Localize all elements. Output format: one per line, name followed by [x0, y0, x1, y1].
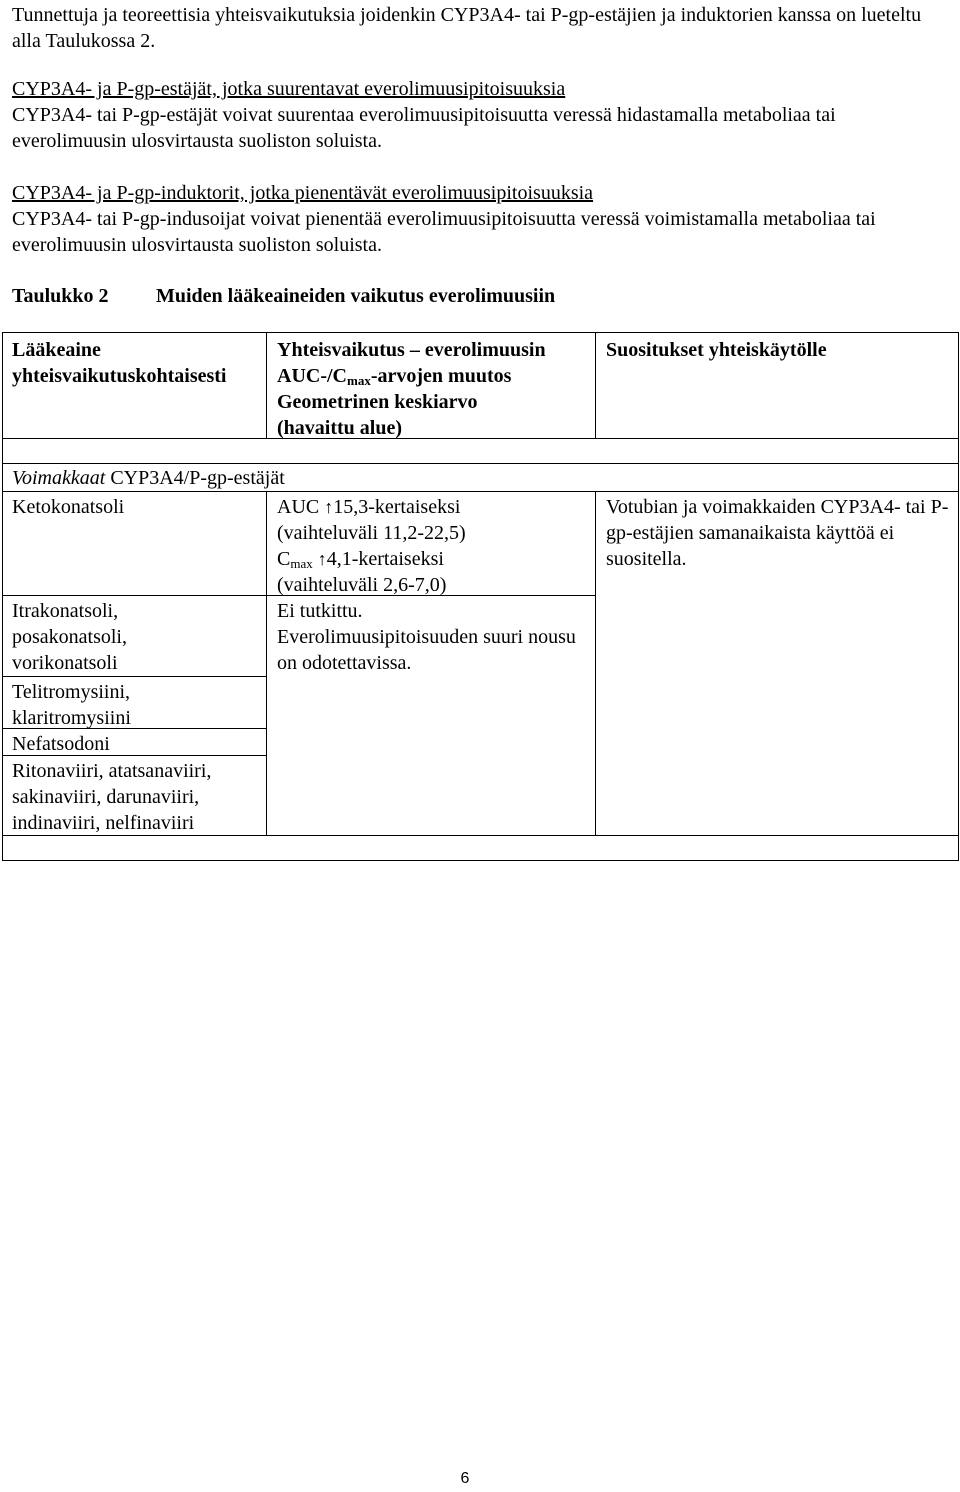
recommendation-text: Votubian ja voimakkaiden CYP3A4- tai P-gp-estäjien samanaikaista käyttöä ei suositella.: [606, 496, 949, 570]
table-divider-1-body: [266, 491, 267, 836]
table-row-drug-1: Ketokonatsoli: [12, 496, 125, 518]
header-max-sub: max: [347, 373, 371, 388]
header-interaction-line1: Yhteisvaikutus – everolimuusin: [277, 339, 546, 361]
header-drug: [12, 337, 262, 389]
table-row-drug-3: Telitromysiini, klaritromysiini: [12, 681, 131, 729]
table-spacer-bottom: [2, 463, 959, 464]
effect-cmax-value: 4,1-kertaiseksi: [326, 548, 444, 570]
arrow-up-icon: ↑: [324, 497, 334, 517]
table-row-drug-5: Ritonaviiri, atatsanaviiri, sakinaviiri, darunaviiri, indinaviiri, nelfinaviiri: [12, 760, 212, 834]
table-row-drug-4: Nefatsodoni: [12, 733, 110, 755]
group-italic: Voimakkaat: [12, 467, 106, 489]
effect-cmax-line: [277, 546, 593, 572]
table-border-right: [958, 332, 959, 861]
effect-expected: Everolimuusipitoisuuden suuri nousu on odotettavissa.: [277, 626, 576, 674]
table-title: Muiden lääkeaineiden vaikutus everolimuusiin: [156, 285, 556, 307]
table-border-bottom: [2, 860, 959, 861]
intro-paragraph: Tunnettuja ja teoreettisia yhteisvaikutuksia joidenkin CYP3A4- tai P-gp-estäjien ja induktorien kanssa on lueteltu alla Taulukossa 2.: [12, 4, 922, 52]
group-strong-inhibitors: [12, 465, 912, 491]
header-interaction-line4: (havaittu alue): [277, 417, 402, 439]
table-divider-1-header: [266, 332, 267, 439]
effect-auc-value: 15,3-kertaiseksi: [333, 496, 461, 518]
effect-cmax-sub: max: [290, 556, 313, 571]
section-inhibitors-heading: CYP3A4- ja P-gp-estäjät, jotka suurentavat everolimuusipitoisuuksia: [12, 78, 566, 100]
header-drug-line1: Lääkeaine: [12, 339, 101, 361]
arrow-up-icon: ↑: [317, 549, 327, 569]
table-row2-bottom: [2, 676, 266, 677]
effect-cmax-range: (vaihteluväli 2,6-7,0): [277, 574, 447, 596]
section-inhibitors-body: CYP3A4- tai P-gp-estäjät voivat suurentaa everolimuusipitoisuutta veressä hidastamalla metaboliaa tai everolimuusin ulosvirtausta suoliston soluista.: [12, 104, 836, 152]
page-number: 6: [460, 1470, 470, 1487]
header-interaction-line2: [277, 363, 593, 389]
table-row-drug-2: Itrakonatsoli, posakonatsoli, vorikonatsoli: [12, 600, 127, 674]
header-recommendation: Suositukset yhteiskäytölle: [606, 339, 827, 361]
table-divider-2-body: [595, 491, 596, 836]
section-inducers-body: CYP3A4- tai P-gp-indusoijat voivat pienentää everolimuusipitoisuutta veressä voimistamalla metaboliaa tai everolimuusin ulosvirtausta suoliston soluista.: [12, 208, 876, 256]
effect-auc-range: (vaihteluväli 11,2-22,5): [277, 522, 466, 544]
effect-ketoconazole: [277, 494, 593, 598]
effect-auc-line: [277, 494, 593, 520]
header-auc-rest: -arvojen muutos: [370, 365, 512, 387]
table-border-top: [2, 332, 959, 333]
group-rest: CYP3A4/P-gp-estäjät: [105, 467, 285, 489]
table-caption: [12, 283, 555, 309]
table-group-bottom: [2, 491, 959, 492]
effect-cmax-label: C: [277, 548, 291, 570]
table-label: Taulukko 2: [12, 285, 109, 307]
header-drug-line2: yhteisvaikutuskohtaisesti: [12, 365, 227, 387]
header-interaction-line3: Geometrinen keskiarvo: [277, 391, 478, 413]
table-divider-2-header: [595, 332, 596, 439]
header-auc: AUC-/C: [277, 365, 347, 387]
effect-auc-label: AUC: [277, 496, 320, 518]
section-inducers-heading: CYP3A4- ja P-gp-induktorit, jotka pienentävät everolimuusipitoisuuksia: [12, 182, 594, 204]
header-interaction: [277, 337, 593, 441]
table-border-left: [2, 332, 3, 861]
effect-not-studied: Ei tutkittu.: [277, 600, 363, 622]
effect-others: [277, 598, 582, 676]
